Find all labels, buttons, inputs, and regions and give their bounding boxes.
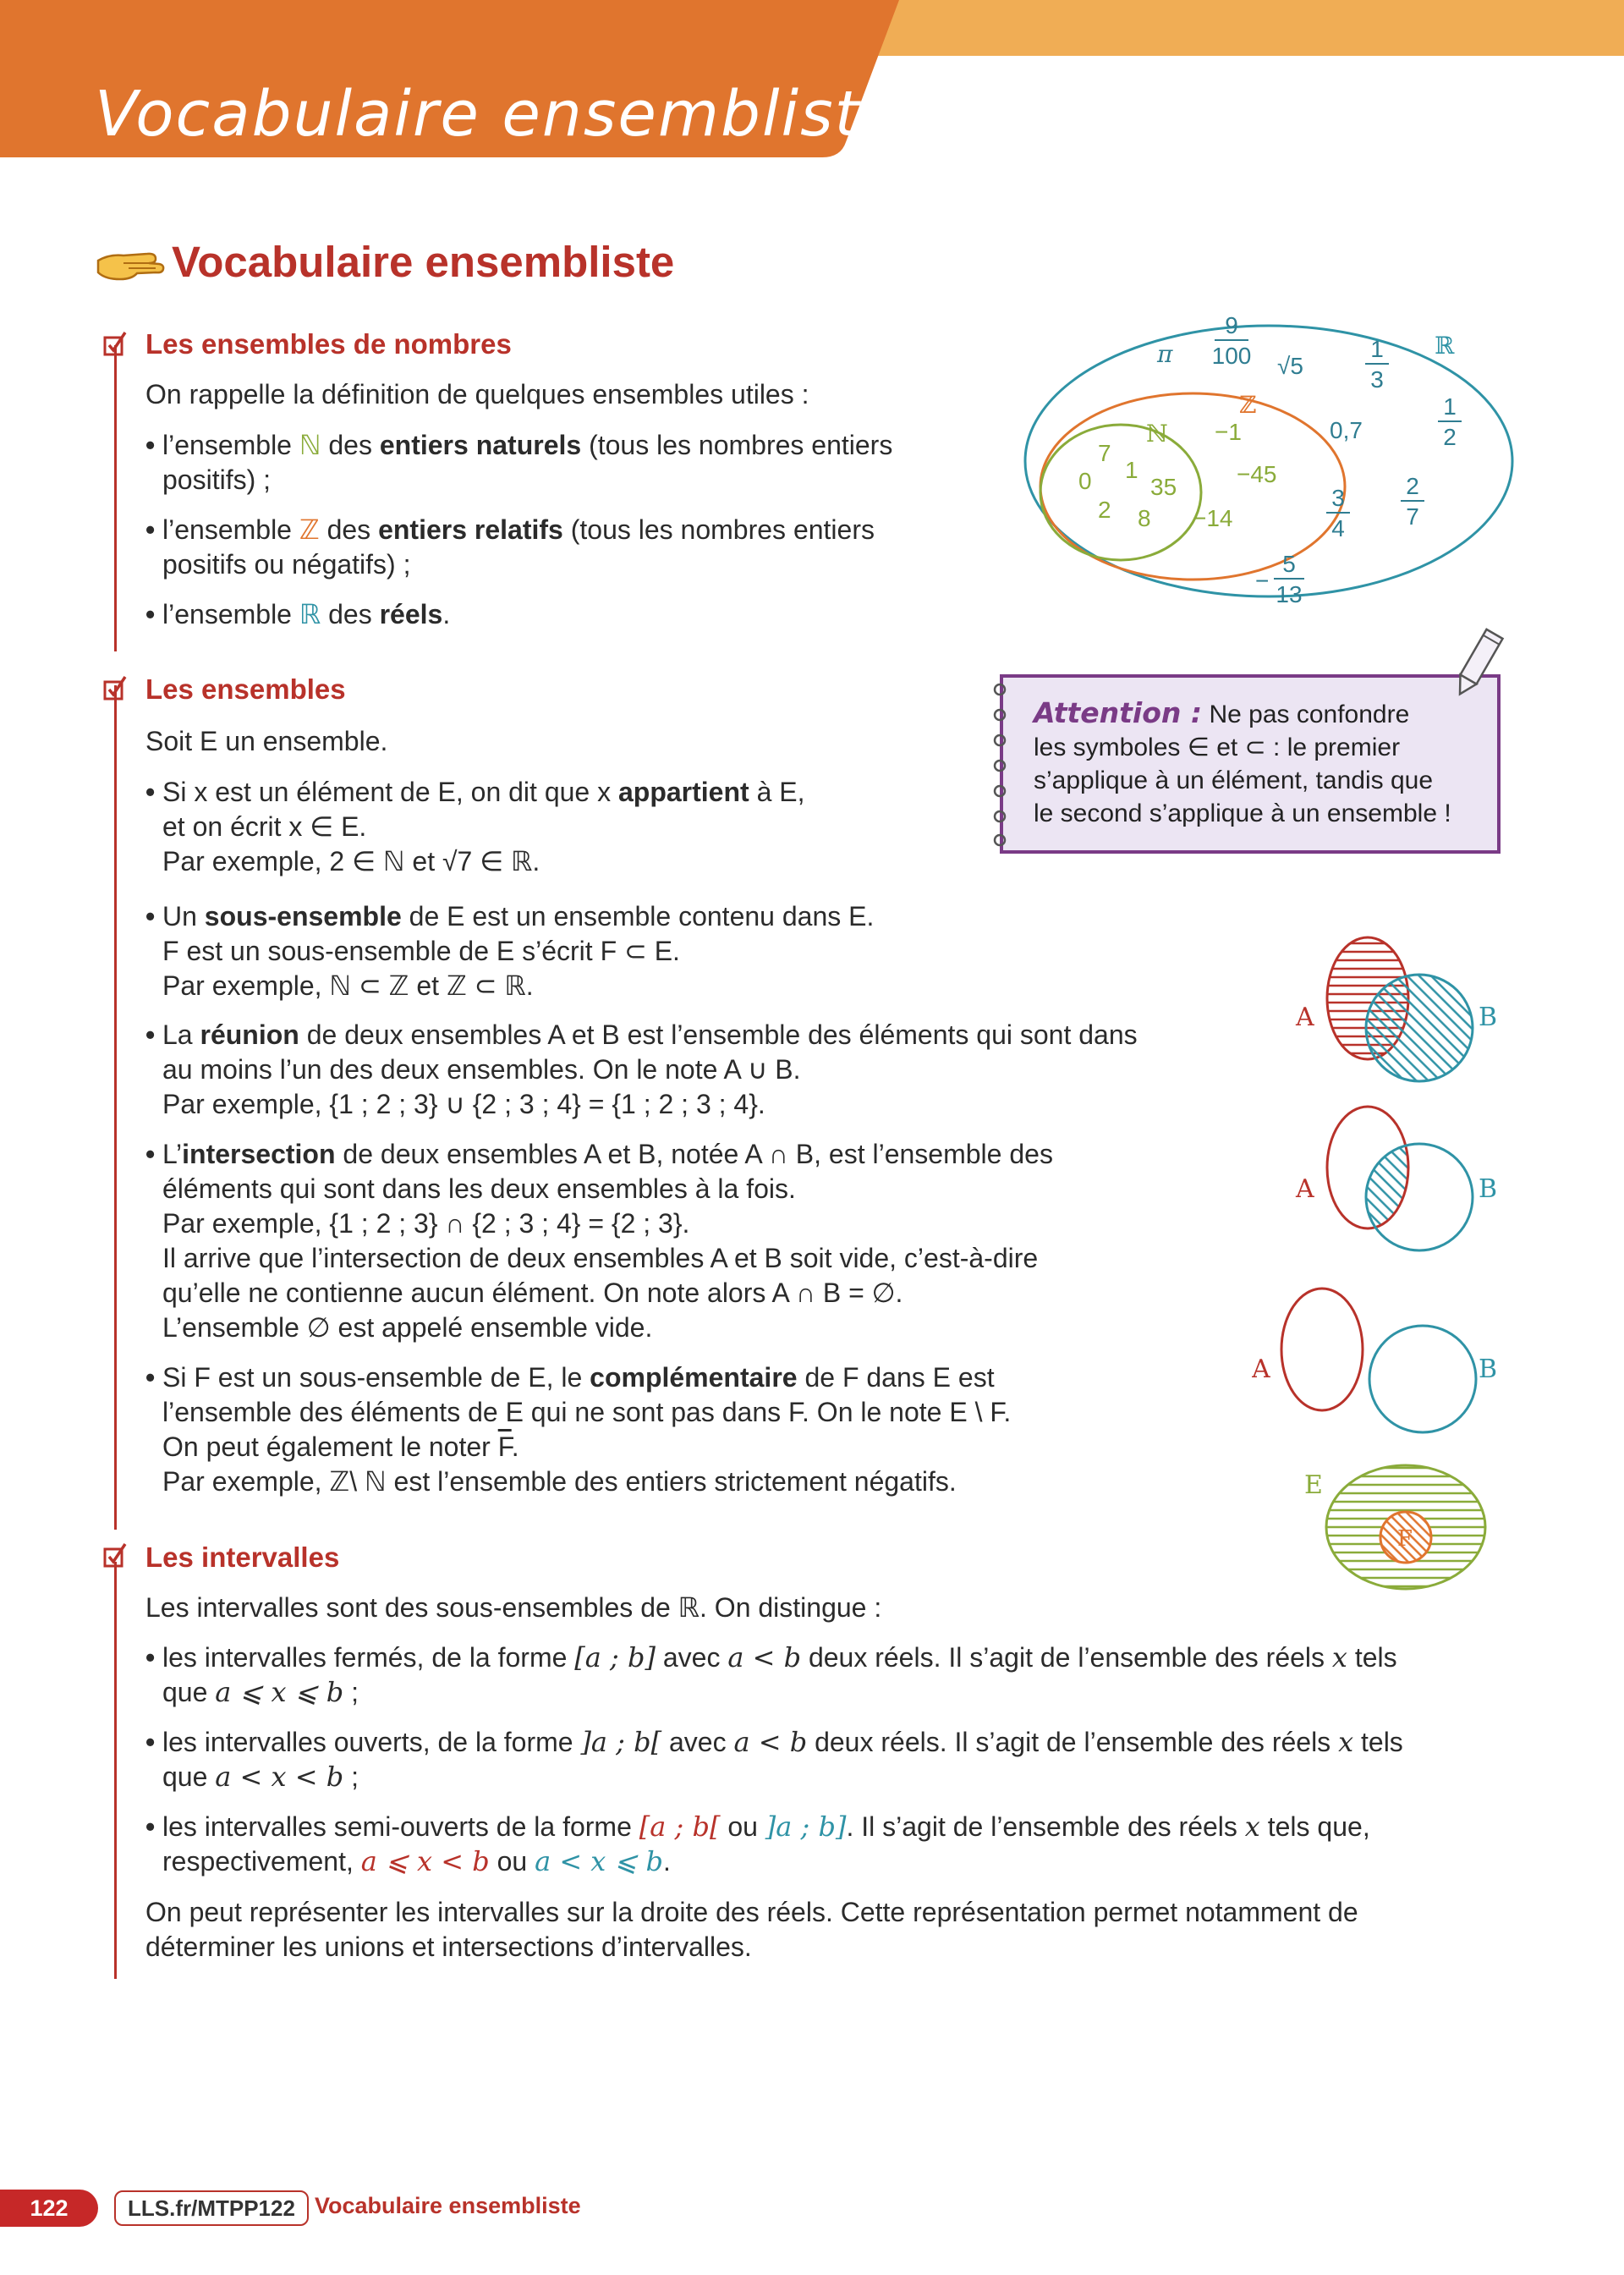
svg-text:8: 8 — [1138, 505, 1151, 531]
svg-text:−45: −45 — [1237, 461, 1277, 487]
svg-text:2: 2 — [1406, 473, 1419, 499]
lls-link[interactable]: LLS.fr/MTPP122 — [114, 2190, 309, 2226]
spiral-binding-icon — [988, 674, 1012, 854]
svg-text:−1: −1 — [1215, 419, 1242, 445]
heading-intervalles: Les intervalles — [145, 1541, 340, 1573]
venn-complement — [1304, 1465, 1485, 1589]
svg-text:π: π — [1157, 340, 1173, 368]
svg-text:35: 35 — [1150, 474, 1177, 500]
svg-text:13: 13 — [1276, 581, 1303, 607]
svg-text:3: 3 — [1331, 485, 1345, 511]
svg-text:2: 2 — [1098, 497, 1111, 523]
number-sets-diagram — [1015, 305, 1522, 618]
footer-title: Vocabulaire ensembliste — [315, 2193, 581, 2218]
venn-disjoint — [1252, 1289, 1497, 1432]
label-z: ℤ — [1239, 391, 1257, 419]
svg-text:−: − — [1255, 568, 1270, 594]
attention-note-text: Attention : Ne pas confondre les symboles ∈ et ⊂ : le premier s’applique à un élément, tandis que le second s’applique à un ensemble ! — [1034, 696, 1451, 827]
svg-text:A: A — [1252, 1355, 1270, 1384]
svg-text:1: 1 — [1443, 393, 1457, 420]
svg-text:B: B — [1479, 1003, 1498, 1032]
section-rule — [114, 345, 117, 651]
venn-union — [1295, 937, 1497, 1081]
attention-title: Attention : — [1034, 696, 1203, 729]
svg-text:4: 4 — [1331, 515, 1345, 541]
venn-diagrams — [1252, 922, 1506, 1599]
section-rule — [114, 1562, 117, 1979]
nombres-intro: On rappelle la définition de quelques ensembles utiles : — [145, 379, 809, 409]
svg-text:5: 5 — [1282, 551, 1296, 577]
svg-text:A: A — [1296, 1174, 1314, 1204]
intervalles-intro: Les intervalles sont des sous-ensembles de ℝ. On distingue : — [145, 1592, 882, 1623]
svg-text:100: 100 — [1211, 343, 1252, 369]
svg-text:B: B — [1479, 1355, 1498, 1384]
svg-text:F: F — [1397, 1526, 1413, 1552]
pointing-hand-icon — [95, 245, 166, 286]
svg-text:1: 1 — [1370, 336, 1384, 362]
label-r: ℝ — [1435, 332, 1455, 360]
svg-text:√5: √5 — [1277, 353, 1303, 379]
svg-text:0: 0 — [1078, 468, 1092, 494]
section-rule — [114, 685, 117, 1530]
checkbox-icon — [102, 1541, 129, 1569]
heading-ensembles-nombres: Les ensembles de nombres — [145, 328, 512, 360]
svg-text:−14: −14 — [1193, 505, 1233, 531]
section-title: Vocabulaire ensembliste — [172, 238, 675, 286]
ensembles-intro: Soit E un ensemble. — [145, 726, 388, 756]
svg-text:9: 9 — [1225, 312, 1238, 338]
svg-text:7: 7 — [1406, 503, 1419, 530]
svg-text:7: 7 — [1098, 440, 1111, 466]
svg-text:B: B — [1479, 1174, 1498, 1204]
label-n: ℕ — [1146, 420, 1168, 448]
page-number: 122 — [0, 2190, 98, 2227]
svg-text:3: 3 — [1370, 366, 1384, 393]
svg-text:0,7: 0,7 — [1330, 417, 1363, 443]
svg-text:E: E — [1304, 1470, 1323, 1500]
venn-intersection — [1295, 1107, 1497, 1250]
pencil-icon — [1443, 623, 1512, 704]
ensemble-n-ellipse — [1040, 425, 1201, 560]
heading-ensembles: Les ensembles — [145, 673, 346, 705]
svg-text:1: 1 — [1125, 457, 1138, 483]
checkbox-icon — [102, 674, 129, 701]
checkbox-icon — [102, 330, 129, 357]
svg-text:A: A — [1296, 1003, 1314, 1032]
banner-title: Vocabulaire ensembliste — [95, 78, 902, 151]
svg-text:2: 2 — [1443, 424, 1457, 450]
intervalles-outro: On peut représenter les intervalles sur la droite des réels. Cette représentation permet notamment de déterminer les unions et intersections d’intervalles. — [145, 1897, 1358, 1962]
